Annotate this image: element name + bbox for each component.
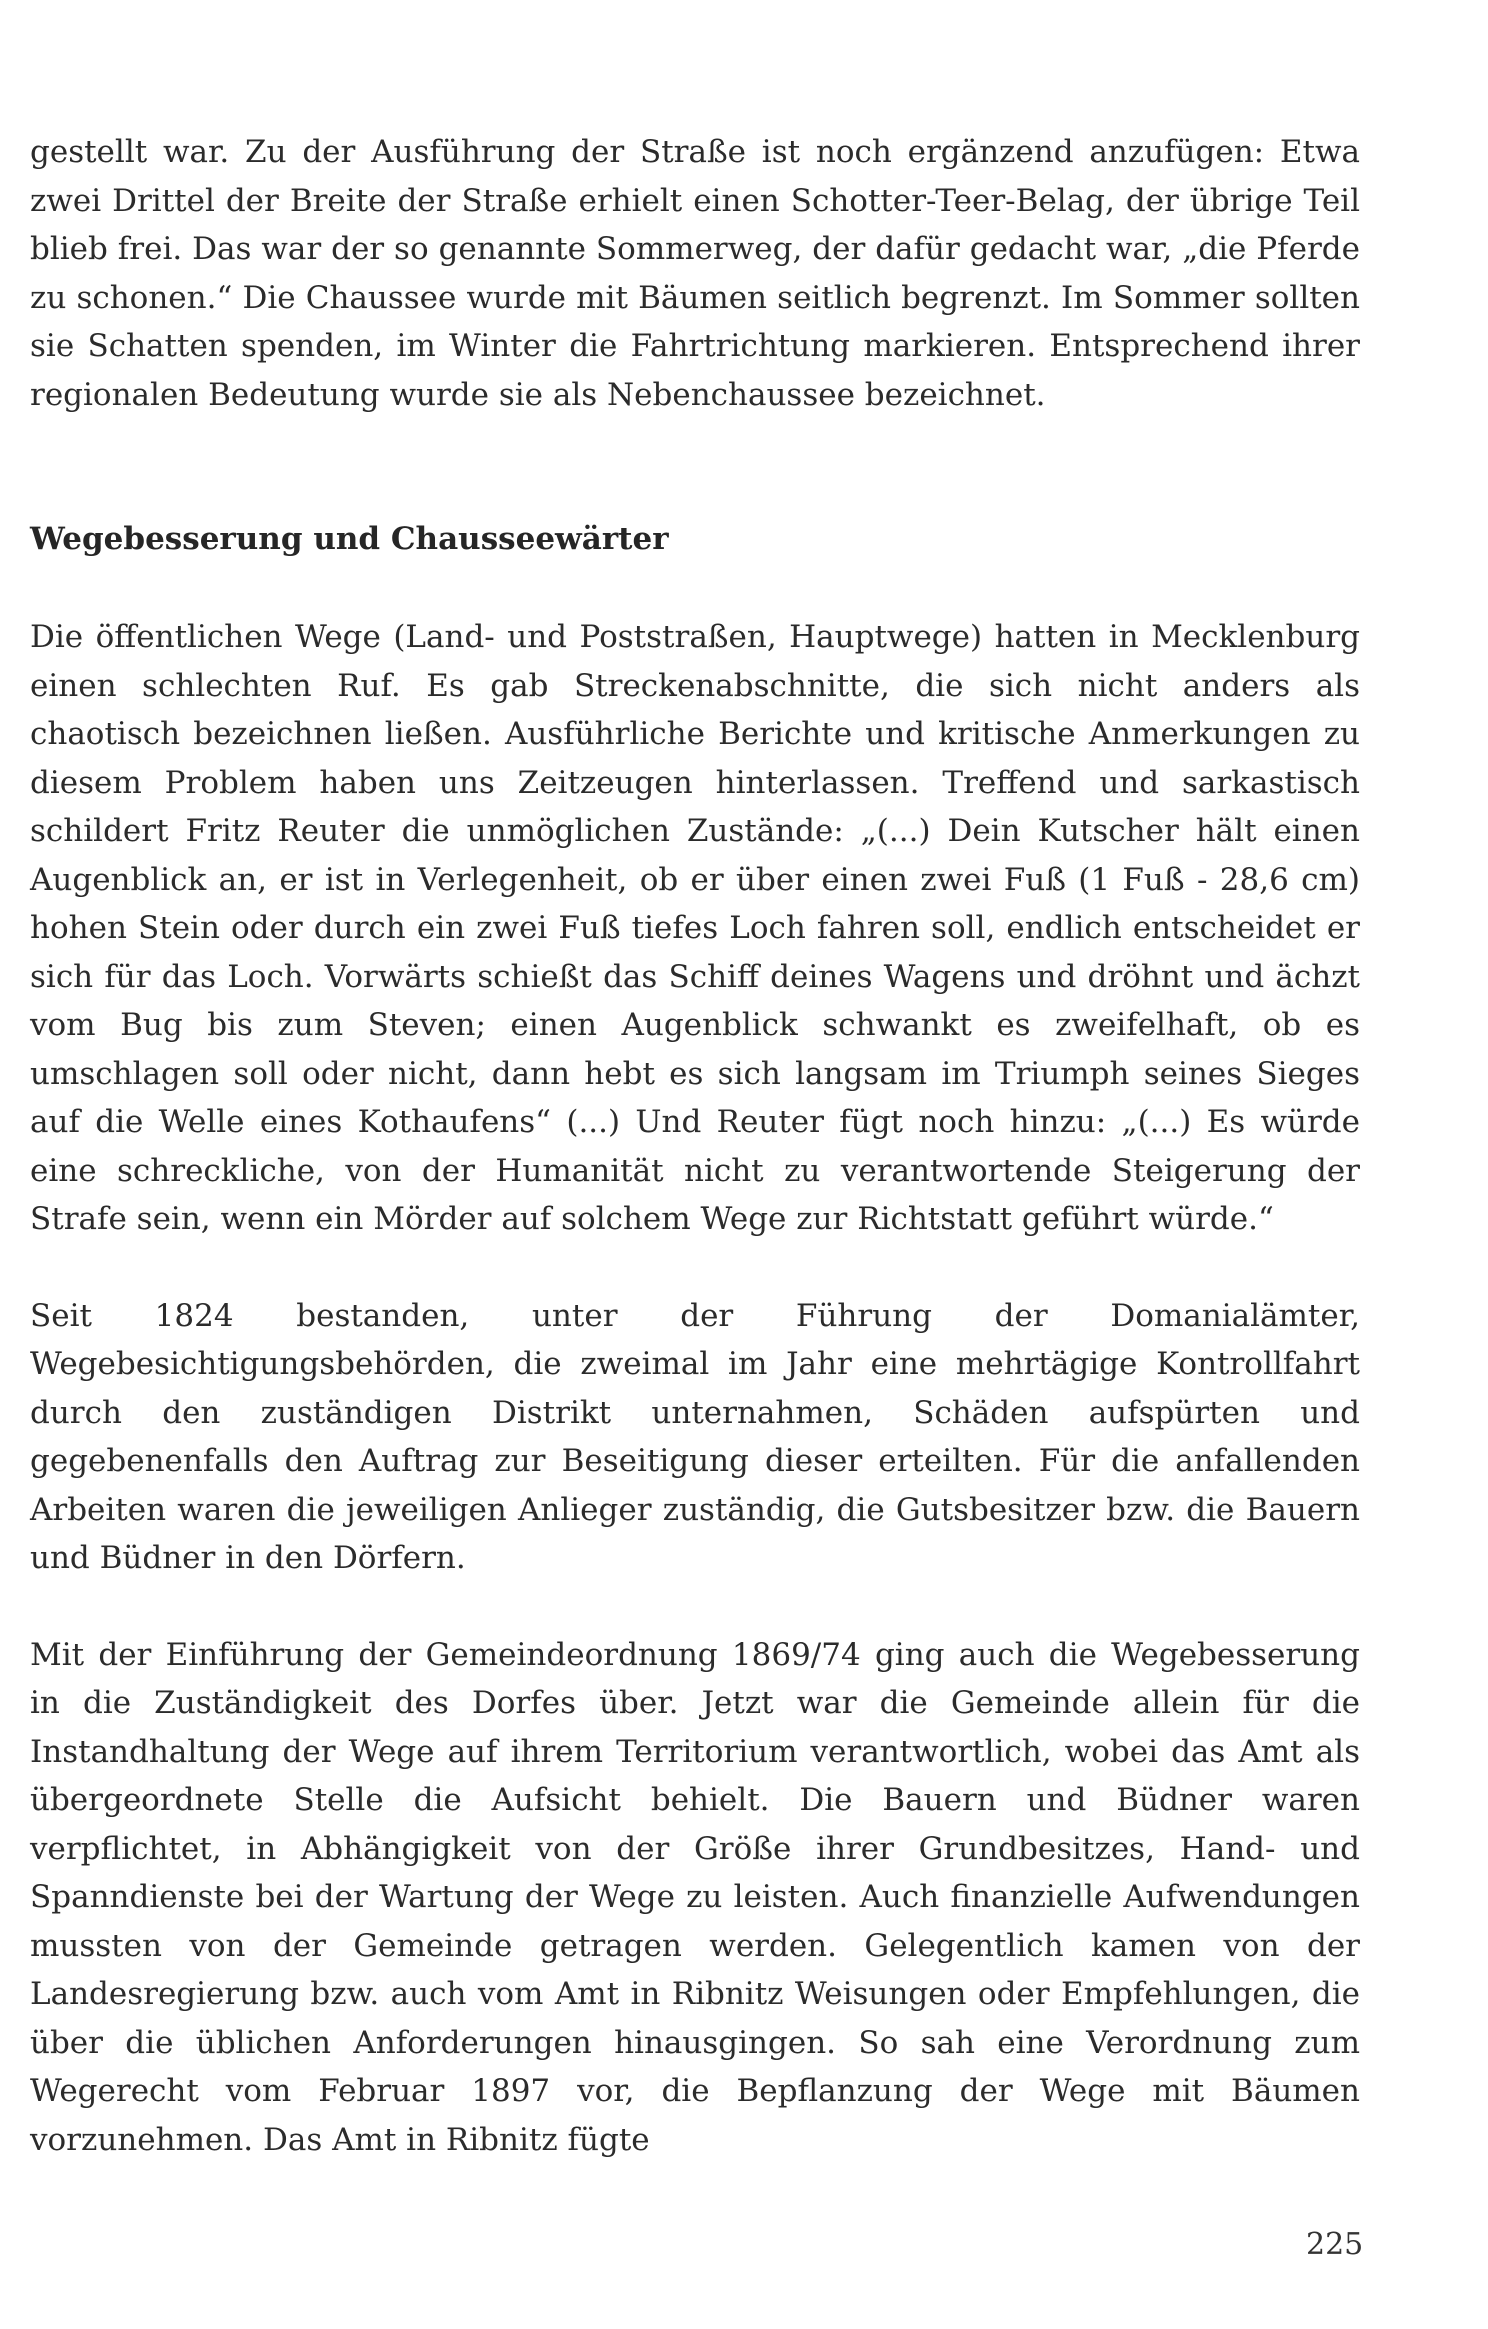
section-heading: Wegebesserung und Chausseewärter — [30, 521, 669, 557]
paragraph-inspection-authorities: Seit 1824 bestanden, unter der Führung der Domanialämter, Wegebesichtigungsbehörden, die zweimal im Jahr eine mehrtägige Kontrollfahrt durch den zuständigen Distrikt unternahmen, Schäden aufspürten und gegebenenfalls den Auftrag zur Beseitigung dieser erteilten. Für die anfallenden Arbeiten waren die jeweiligen Anlieger zuständig, die Gutsbesitzer bzw. die Bauern und Büdner in den Dörfern. — [30, 1297, 1360, 1576]
text-column — [30, 128, 1360, 2164]
page-number: 225 — [1306, 2227, 1364, 2262]
paragraph-municipal-order: Mit der Einführung der Gemeindeordnung 1869/74 ging auch die Wegebesserung in die Zuständigkeit des Dorfes über. Jetzt war die Gemeinde allein für die Instandhaltung der Wege auf ihrem Territorium verantwortlich, wobei das Amt als übergeordnete Stelle die Aufsicht behielt. Die Bauern und Büdner waren verpflichtet, in Abhängigkeit von der Größe ihrer Grundbesitzes, Hand- und Spanndienste bei der Wartung der Wege zu leisten. Auch finanzielle Aufwendungen mussten von der Gemeinde getragen werden. Gelegentlich kamen von der Landesregierung bzw. auch vom Amt in Ribnitz Weisungen oder Empfehlungen, die über die üblichen Anforderungen hinausgingen. So sah eine Verordnung zum Wegerecht vom Februar 1897 vor, die Bepflanzung der Wege mit Bäumen vorzunehmen. Das Amt in Ribnitz fügte — [30, 1636, 1360, 2158]
paragraph-intro: gestellt war. Zu der Ausführung der Straße ist noch ergänzend anzufügen: Etwa zwei Drittel der Breite der Straße erhielt einen Schotter-Teer-Belag, der übrige Teil blieb frei. Das war der so genannte Sommerweg, der dafür gedacht war, „die Pferde zu schonen.“ Die Chaussee wurde mit Bäumen seitlich begrenzt. Im Sommer sollten sie Schatten spenden, im Winter die Fahrtrichtung markieren. Entsprechend ihrer regionalen Bedeutung wurde sie als Nebenchaussee bezeichnet. — [30, 134, 1360, 413]
paragraph-road-conditions: Die öffentlichen Wege (Land- und Poststraßen, Hauptwege) hatten in Mecklenburg einen schlechten Ruf. Es gab Streckenabschnitte, die sich nicht anders als chaotisch bezeichnen ließen. Ausführliche Berichte und kritische Anmerkungen zu diesem Problem haben uns Zeitzeugen hinterlassen. Treffend und sarkastisch schildert Fritz Reuter die unmöglichen Zustände: „(...) Dein Kutscher hält einen Augenblick an, er ist in Verlegenheit, ob er über einen zwei Fuß (1 Fuß - 28,6 cm) hohen Stein oder durch ein zwei Fuß tiefes Loch fahren soll, endlich entscheidet er sich für das Loch. Vorwärts schießt das Schiff deines Wagens und dröhnt und ächzt vom Bug bis zum Steven; einen Augenblick schwankt es zweifelhaft, ob es umschlagen soll oder nicht, dann hebt es sich langsam im Triumph seines Sieges auf die Welle eines Kothaufens“ (...) Und Reuter fügt noch hinzu: „(...) Es würde eine schreckliche, von der Humanität nicht zu verantwortende Steigerung der Strafe sein, wenn ein Mörder auf solchem Wege zur Richtstatt geführt würde.“ — [30, 619, 1360, 1237]
